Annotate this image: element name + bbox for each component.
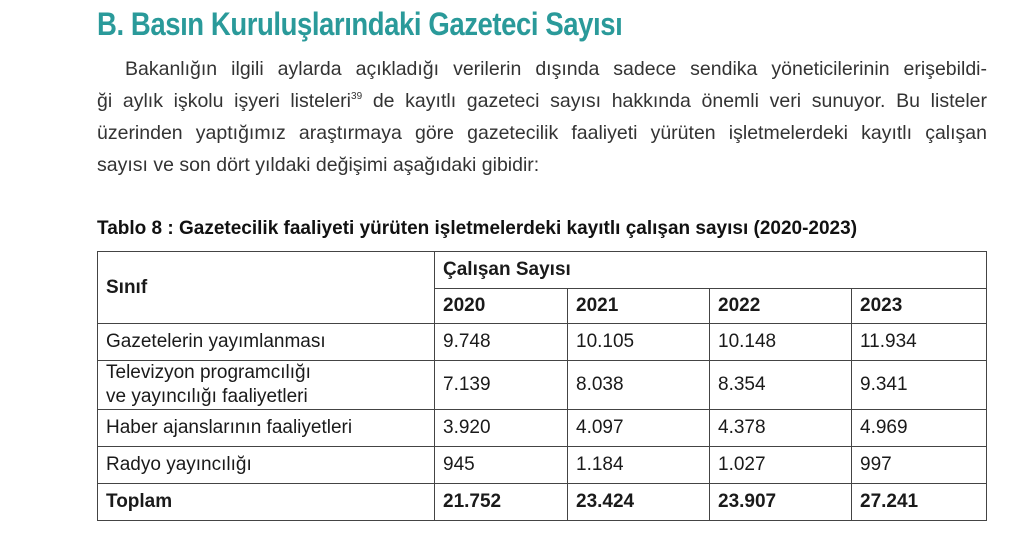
table-row (98, 410, 987, 447)
cell-value: 4.378 (710, 410, 852, 447)
header-year-2020: 2020 (435, 289, 568, 324)
cell-value: 7.139 (435, 361, 568, 410)
cell-value: 3.920 (435, 410, 568, 447)
total-value: 27.241 (852, 484, 987, 521)
row-label-line-1: Televizyon programcılığı (106, 362, 311, 383)
cell-value: 11.934 (852, 324, 987, 361)
footnote-marker[interactable]: 39 (351, 91, 363, 102)
cell-value: 997 (852, 447, 987, 484)
cell-value: 4.969 (852, 410, 987, 447)
header-class: Sınıf (98, 252, 435, 324)
cell-value: 10.105 (568, 324, 710, 361)
cell-value: 945 (435, 447, 568, 484)
total-label: Toplam (98, 484, 435, 521)
row-label-line-2: ve yayıncılığı faaliyetleri (106, 386, 308, 407)
cell-value: 1.184 (568, 447, 710, 484)
paragraph-line-2 (97, 85, 987, 117)
table-total-row (98, 484, 987, 521)
cell-value: 10.148 (710, 324, 852, 361)
row-label: Radyo yayıncılığı (98, 447, 435, 484)
table-caption: Tablo 8 : Gazetecilik faaliyeti yürüten işletmelerdeki kayıtlı çalışan sayısı (2020-2023) (97, 218, 858, 239)
employee-count-table (97, 251, 987, 521)
table-row (98, 324, 987, 361)
paragraph-line-1: Bakanlığın ilgili aylarda açıkladığı verilerin dışında sadece sendika yöneticilerinin erişebildi- (125, 58, 987, 80)
row-label (98, 361, 435, 410)
intro-paragraph (97, 53, 987, 181)
cell-value: 9.748 (435, 324, 568, 361)
header-year-2021: 2021 (568, 289, 710, 324)
header-year-2022: 2022 (710, 289, 852, 324)
table-header-row (98, 252, 987, 289)
header-employee-count: Çalışan Sayısı (435, 252, 987, 289)
header-year-2023: 2023 (852, 289, 987, 324)
total-value: 21.752 (435, 484, 568, 521)
paragraph-line-3: üzerinden yaptığımız araştırmaya göre gazetecilik faaliyeti yürüten işletmelerdeki kayıtlı çalışan (97, 122, 987, 144)
cell-value: 4.097 (568, 410, 710, 447)
paragraph-line-4: sayısı ve son dört yıldaki değişimi aşağıdaki gibidir: (97, 154, 540, 176)
cell-value: 8.354 (710, 361, 852, 410)
total-value: 23.907 (710, 484, 852, 521)
paragraph-line-2-start: ği aylık işkolu işyeri listeleri (97, 90, 352, 112)
table-row (98, 447, 987, 484)
row-label: Haber ajanslarının faaliyetleri (98, 410, 435, 447)
row-label: Gazetelerin yayımlanması (98, 324, 435, 361)
paragraph-line-2-end: de kayıtlı gazeteci sayısı hakkında önemli veri sunuyor. Bu listeler (362, 90, 987, 112)
cell-value: 9.341 (852, 361, 987, 410)
cell-value: 8.038 (568, 361, 710, 410)
cell-value: 1.027 (710, 447, 852, 484)
table-row (98, 361, 987, 410)
total-value: 23.424 (568, 484, 710, 521)
section-heading: B. Basın Kuruluşlarındaki Gazeteci Sayısı (97, 6, 623, 42)
